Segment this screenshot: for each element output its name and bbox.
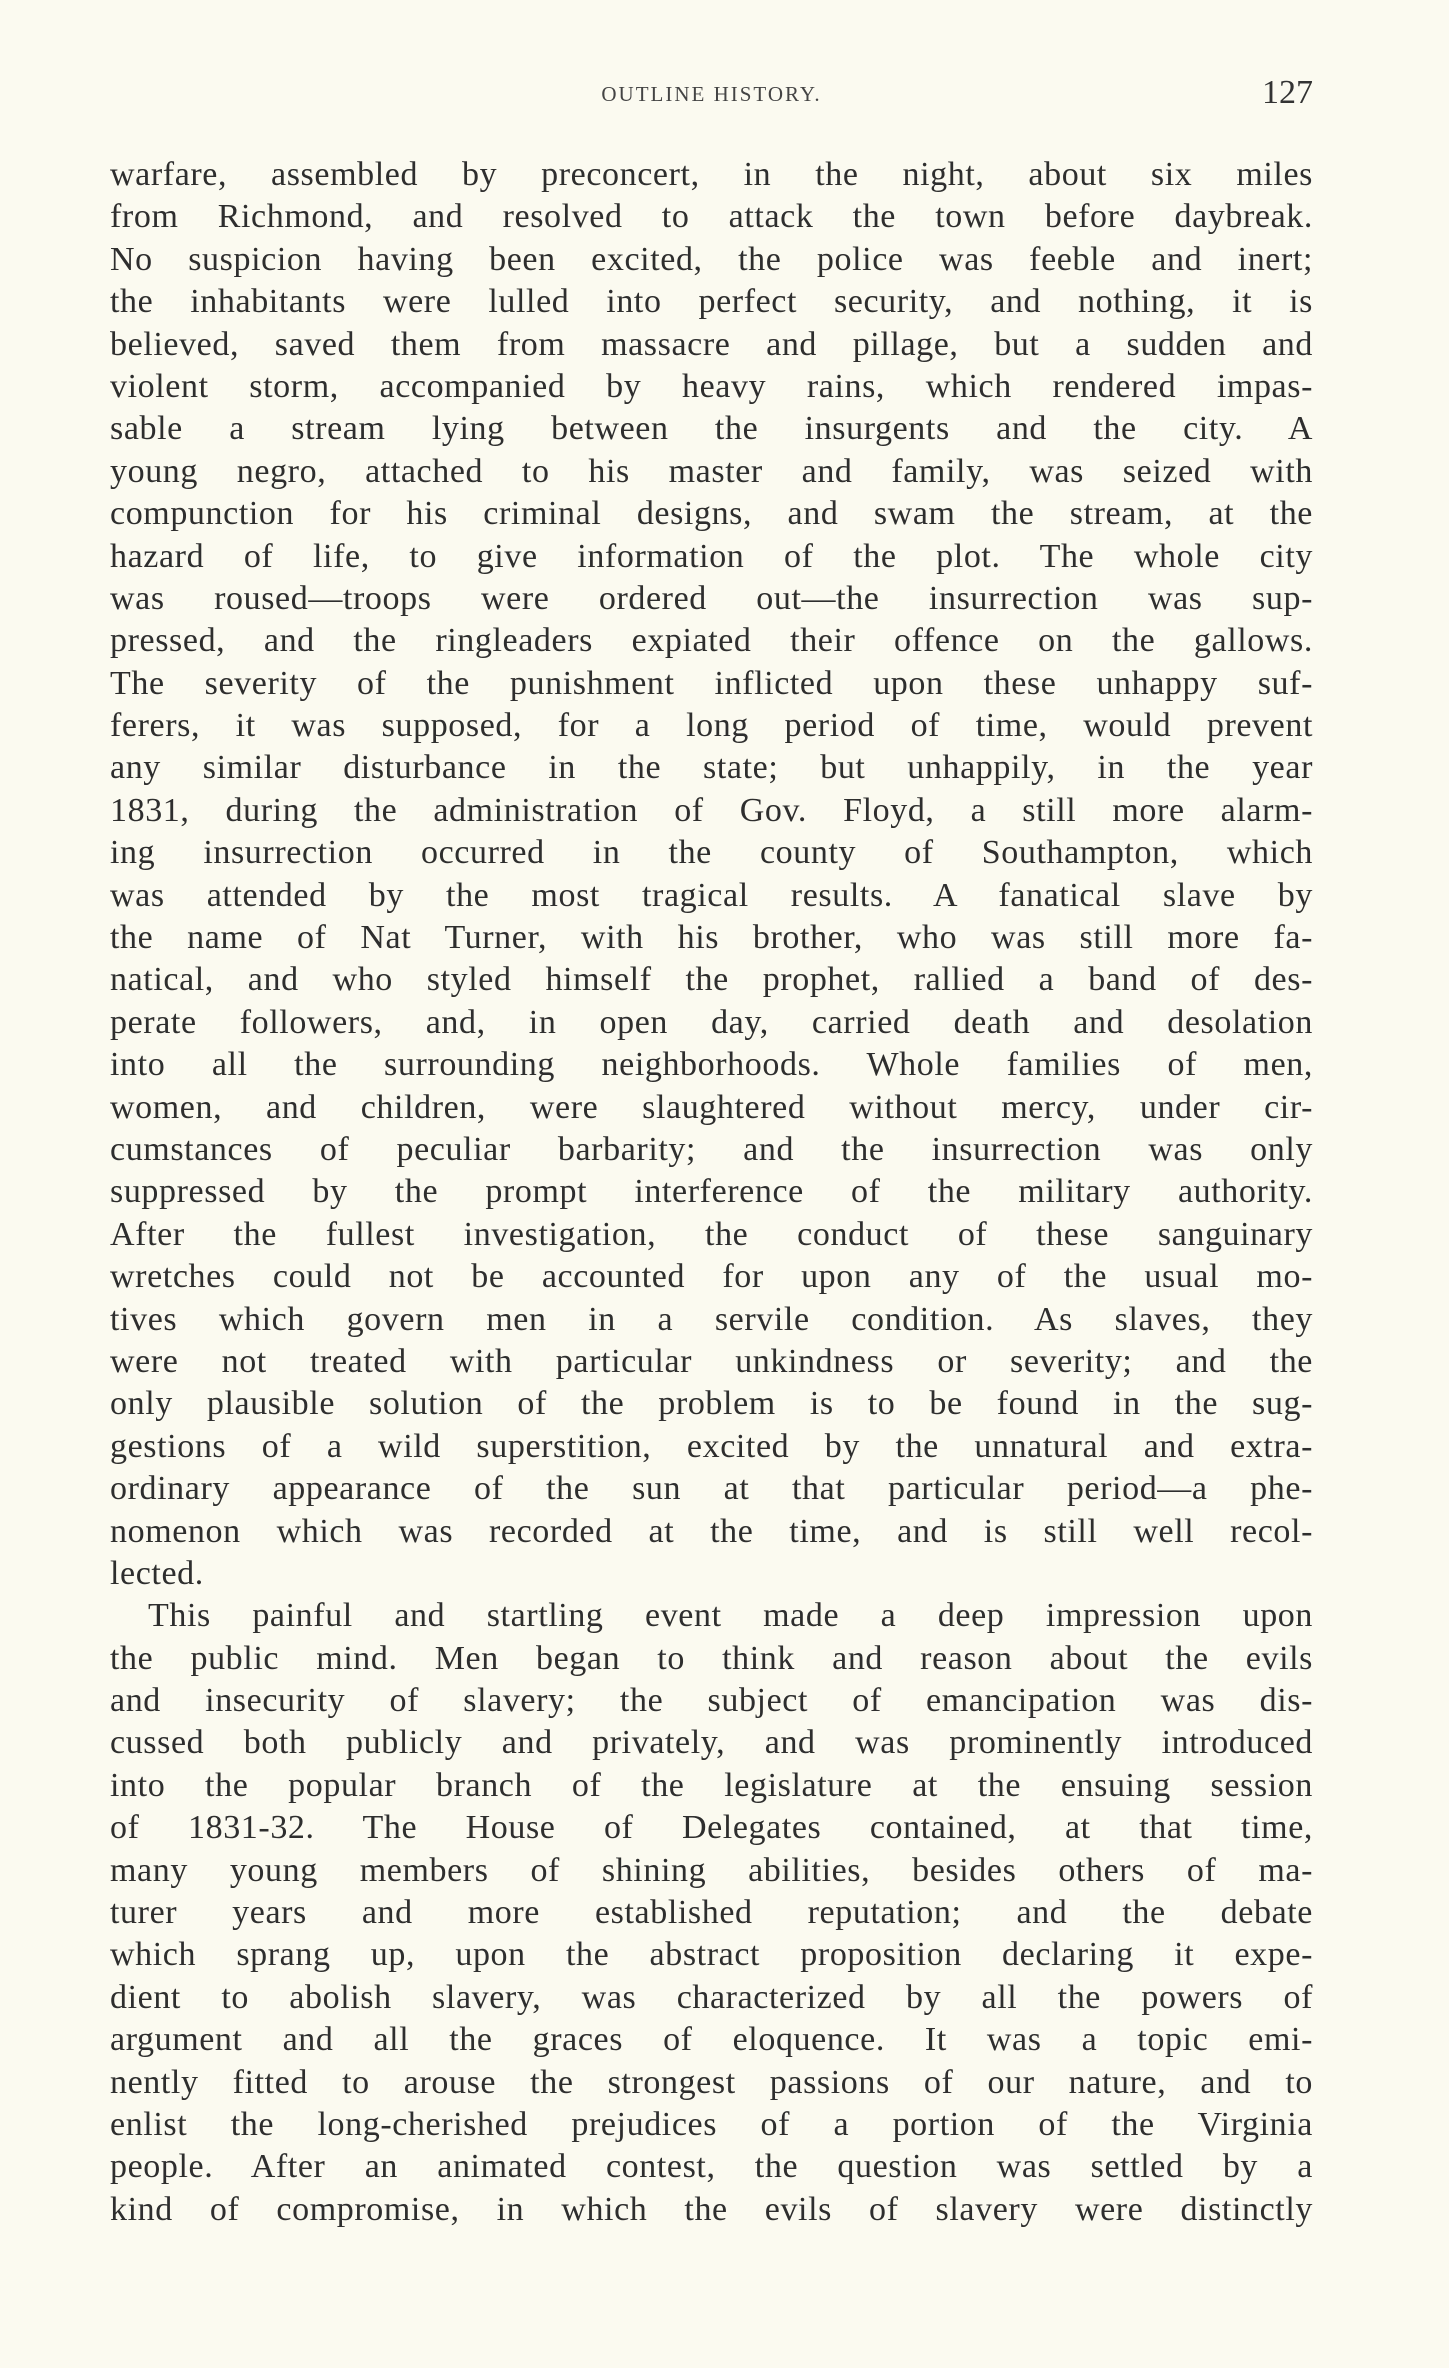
text-line: argument and all the graces of eloquence. It was a topic emi-: [110, 2021, 1313, 2059]
text-line: cussed both publicly and privately, and was prominently introduced: [110, 1724, 1313, 1762]
text-line: warfare, assembled by preconcert, in the night, about six miles: [110, 156, 1313, 193]
running-title: OUTLINE HISTORY.: [601, 82, 822, 106]
text-line: sable a stream lying between the insurgents and the city. A: [110, 410, 1313, 448]
page-body-text: [110, 154, 1313, 2231]
text-line: ordinary appearance of the sun at that particular period—a phe-: [110, 1470, 1313, 1508]
text-line: cumstances of peculiar barbarity; and the insurrection was only: [110, 1130, 1313, 1168]
text-line: from Richmond, and resolved to attack the town before daybreak.: [110, 198, 1313, 236]
text-line: nently fitted to arouse the strongest passions of our nature, and to: [110, 2063, 1313, 2101]
text-line: After the fullest investigation, the conduct of these sanguinary: [110, 1215, 1313, 1253]
text-line: many young members of shining abilities, besides others of ma-: [110, 1851, 1313, 1889]
text-line: kind of compromise, in which the evils of slavery were distinctly: [110, 2190, 1313, 2228]
text-line: 1831, during the administration of Gov. Floyd, a still more alarm-: [110, 791, 1313, 829]
text-line: believed, saved them from massacre and pillage, but a sudden and: [110, 325, 1313, 363]
text-line: women, and children, were slaughtered without mercy, under cir-: [110, 1088, 1313, 1126]
text-line: into the popular branch of the legislature at the ensuing session: [110, 1766, 1313, 1804]
text-line: only plausible solution of the problem is to be found in the sug-: [110, 1385, 1313, 1423]
text-line: which sprang up, upon the abstract proposition declaring it expe-: [110, 1936, 1313, 1974]
text-line: dient to abolish slavery, was characterized by all the powers of: [110, 1978, 1313, 2016]
page-header: [110, 74, 1313, 114]
text-line: people. After an animated contest, the question was settled by a: [110, 2148, 1313, 2186]
text-line: perate followers, and, in open day, carried death and desolation: [110, 1003, 1313, 1041]
text-line: gestions of a wild superstition, excited by the unnatural and extra-: [110, 1427, 1313, 1465]
text-line: of 1831-32. The House of Delegates contained, at that time,: [110, 1809, 1313, 1847]
text-line: turer years and more established reputation; and the debate: [110, 1894, 1313, 1932]
text-line: natical, and who styled himself the prophet, rallied a band of des-: [110, 961, 1313, 999]
text-line: enlist the long-cherished prejudices of a portion of the Virginia: [110, 2105, 1313, 2143]
text-line: was roused—troops were ordered out—the insurrection was sup-: [110, 579, 1313, 617]
text-line: compunction for his criminal designs, and swam the stream, at the: [110, 495, 1313, 533]
text-line: and insecurity of slavery; the subject of emancipation was dis-: [110, 1682, 1313, 1720]
text-line: into all the surrounding neighborhoods. Whole families of men,: [110, 1046, 1313, 1084]
text-line: The severity of the punishment inflicted upon these unhappy suf-: [110, 664, 1313, 702]
text-line: nomenon which was recorded at the time, and is still well recol-: [110, 1512, 1313, 1550]
text-line: were not treated with particular unkindness or severity; and the: [110, 1342, 1313, 1380]
text-line: lected.: [110, 1554, 204, 1592]
text-line: young negro, attached to his master and family, was seized with: [110, 452, 1313, 490]
page-number: 127: [1262, 74, 1313, 111]
text-line: the inhabitants were lulled into perfect security, and nothing, it is: [110, 283, 1313, 321]
text-line: hazard of life, to give information of the plot. The whole city: [110, 537, 1313, 575]
text-line: violent storm, accompanied by heavy rains, which rendered impas-: [110, 367, 1313, 405]
text-line: ing insurrection occurred in the county of Southampton, which: [110, 834, 1313, 872]
text-line: the public mind. Men began to think and reason about the evils: [110, 1639, 1313, 1677]
text-line: the name of Nat Turner, with his brother, who was still more fa-: [110, 919, 1313, 957]
text-line: This painful and startling event made a deep impression upon: [148, 1597, 1313, 1635]
text-line: any similar disturbance in the state; but unhappily, in the year: [110, 749, 1313, 787]
text-line: No suspicion having been excited, the police was feeble and inert;: [110, 240, 1313, 278]
text-line: suppressed by the prompt interference of the military authority.: [110, 1173, 1313, 1211]
text-line: ferers, it was supposed, for a long period of time, would prevent: [110, 707, 1313, 745]
text-line: was attended by the most tragical results. A fanatical slave by: [110, 876, 1313, 914]
text-line: tives which govern men in a servile condition. As slaves, they: [110, 1300, 1313, 1338]
text-line: pressed, and the ringleaders expiated their offence on the gallows.: [110, 622, 1313, 660]
text-line: wretches could not be accounted for upon any of the usual mo-: [110, 1258, 1313, 1296]
